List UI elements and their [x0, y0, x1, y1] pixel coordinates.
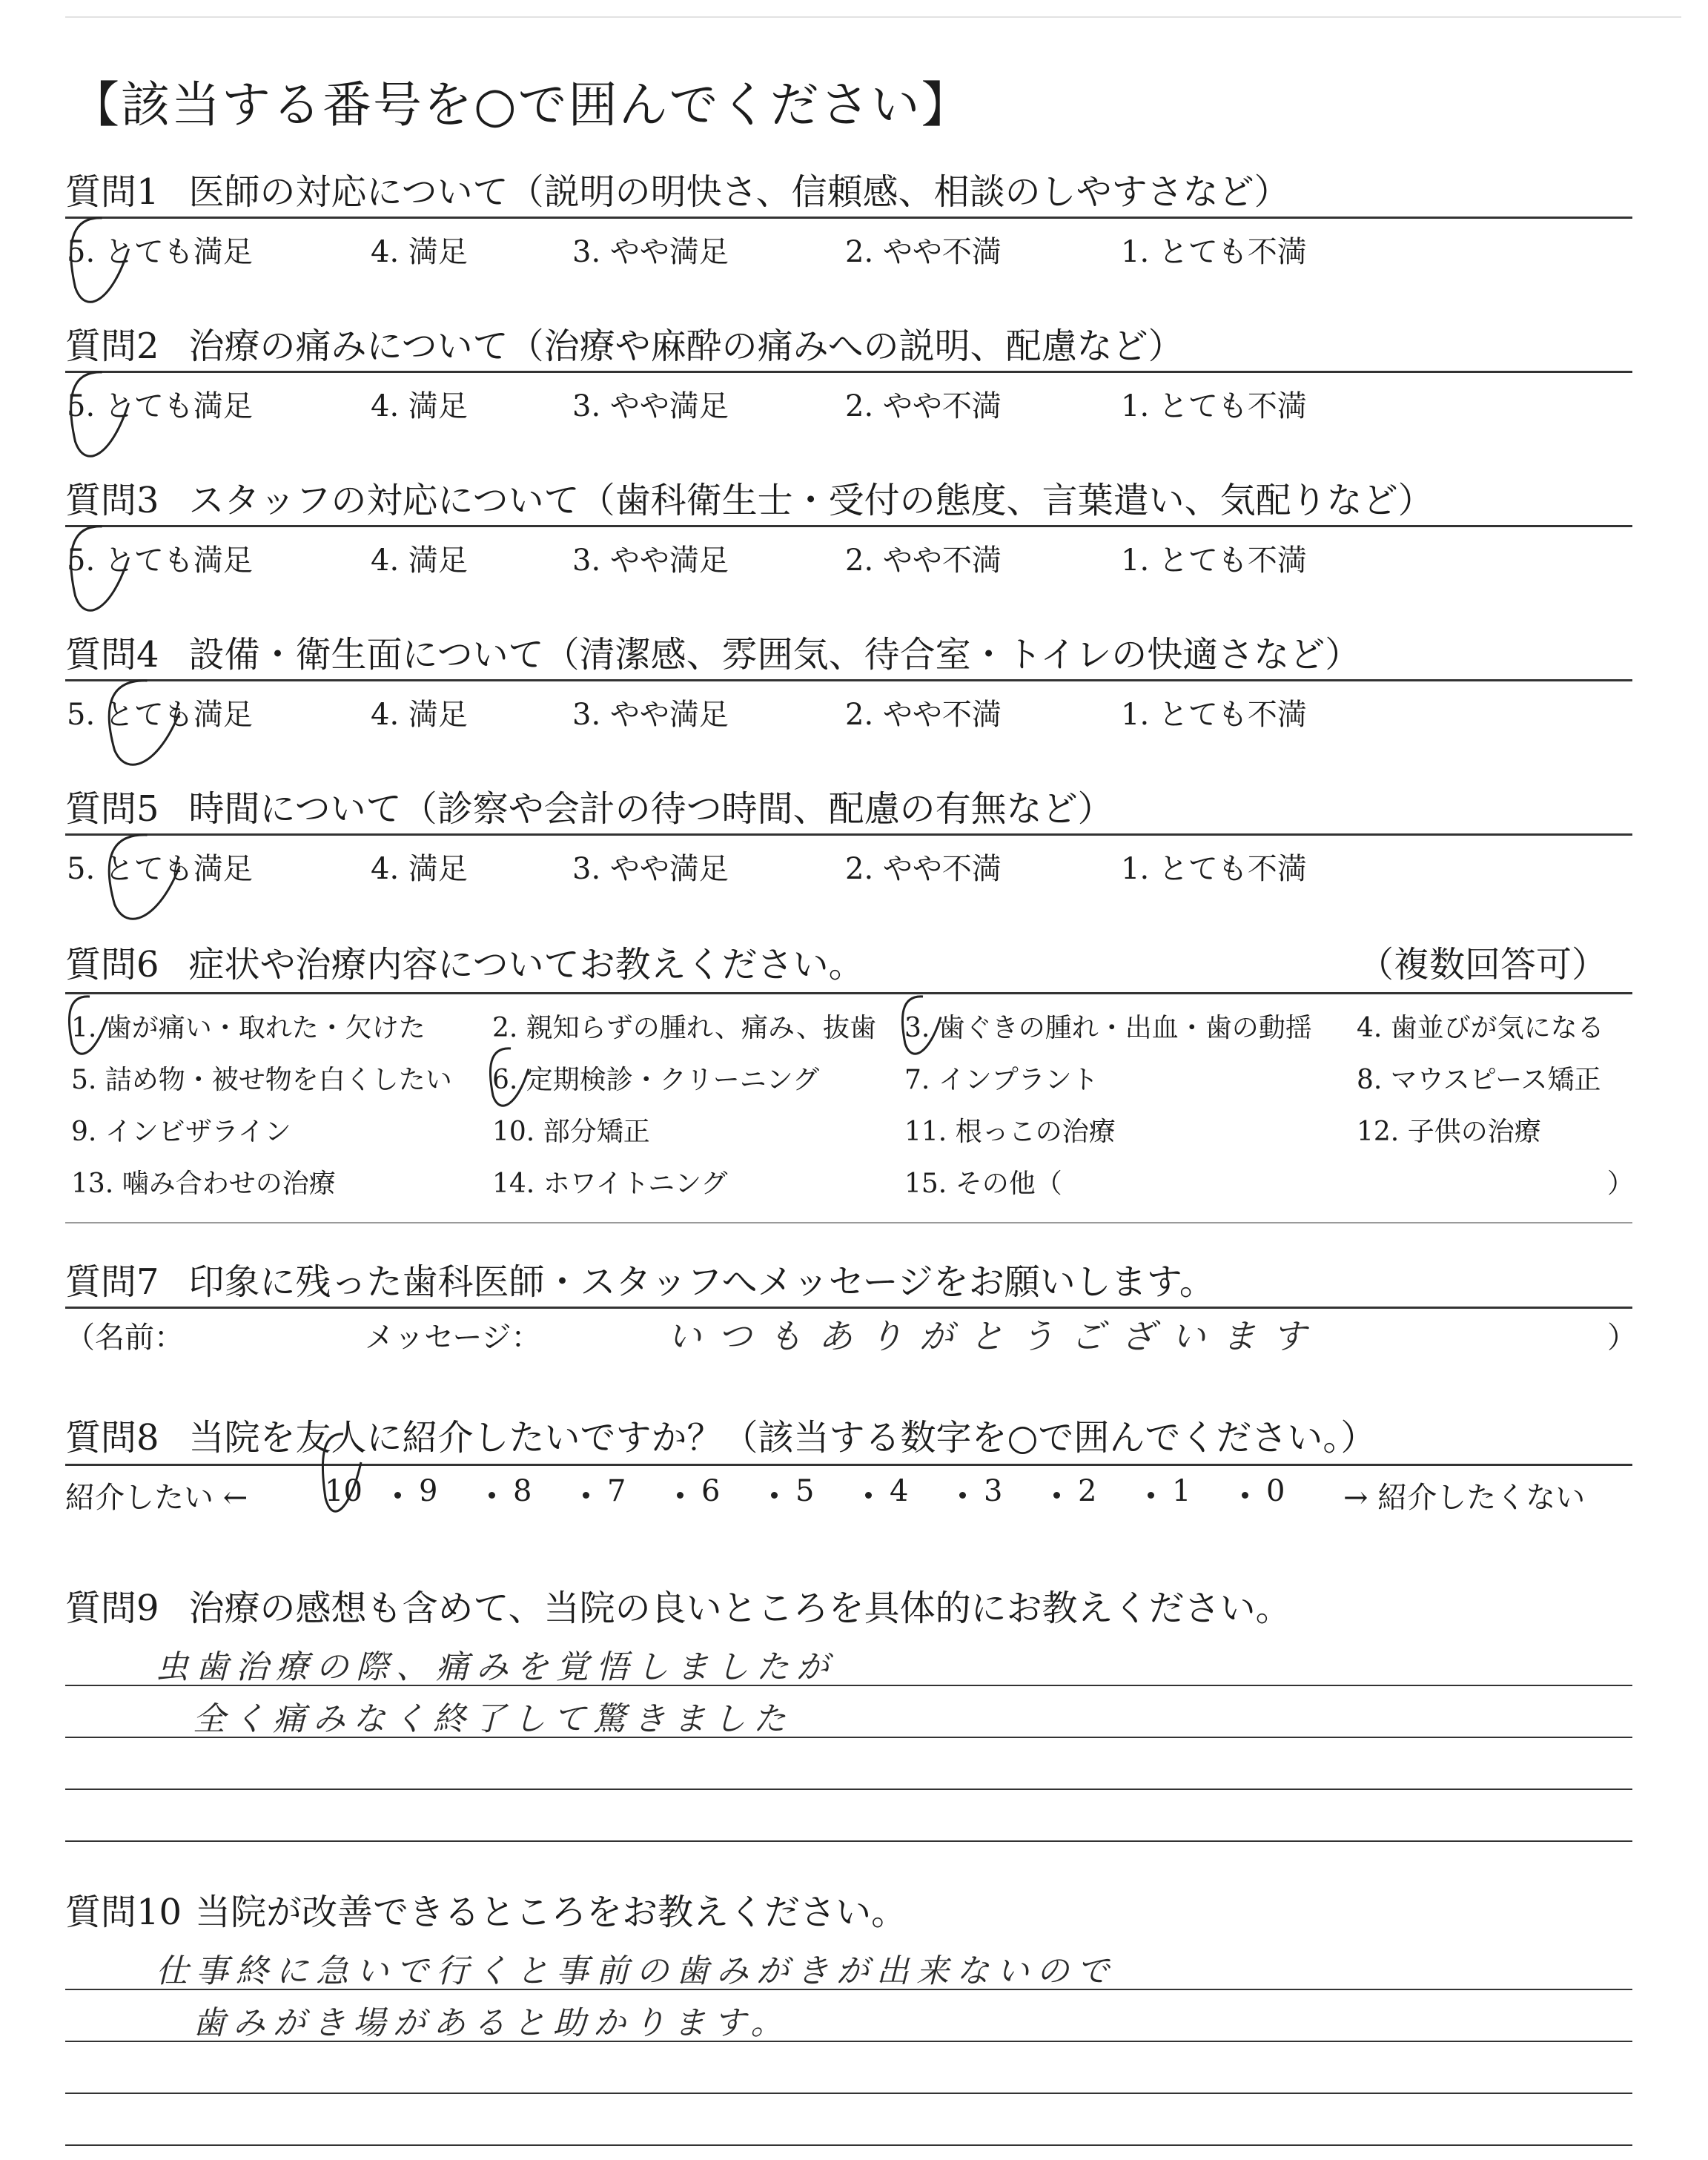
q5-option-5: 5. とても満足	[67, 852, 253, 886]
q10-answer-line-1: 仕事終に急いで行くと事前の歯みがきが出来ないので	[156, 1952, 1116, 1990]
q8-label: 質問8	[65, 1417, 159, 1459]
q10-title	[65, 1883, 907, 1935]
q3-option-5: 5. とても満足	[67, 544, 253, 578]
q5-option-4: 4. 満足	[371, 852, 468, 886]
q4-option-5: 5. とても満足	[67, 698, 253, 732]
q6-option-4: 4. 歯並びが気になる	[1357, 1013, 1604, 1043]
q1-label: 質問1	[65, 171, 159, 213]
q8-dot	[959, 1492, 966, 1499]
q7-message: いつもありがとうございます	[667, 1316, 1323, 1356]
q6-option-9: 9. インビザライン	[71, 1117, 291, 1147]
q6-option-3: 3. 歯ぐきの腫れ・出血・歯の動揺	[904, 1013, 1312, 1043]
q9-answer-rule	[65, 1789, 1632, 1790]
q7-rule	[65, 1307, 1632, 1309]
q8-text: 当院を友人に紹介したいですか？（該当する数字を○で囲んでください。）	[188, 1417, 1377, 1459]
q2-option-1: 1. とても不満	[1121, 389, 1307, 423]
q4-text: 設備・衛生面について（清潔感、雰囲気、待合室・トイレの快適さなど）	[188, 634, 1361, 676]
q6-option-7: 7. インプラント	[904, 1065, 1099, 1095]
q4-selection-mark	[102, 678, 184, 774]
q5-rule	[65, 833, 1632, 836]
q8-value-2: 2	[1078, 1474, 1097, 1508]
q8-value-4: 4	[890, 1474, 909, 1508]
q4-label: 質問4	[65, 634, 159, 676]
q8-dot	[489, 1492, 495, 1499]
q8-dot	[583, 1492, 589, 1499]
q8-value-3: 3	[984, 1474, 1003, 1508]
q4-option-2: 2. やや不満	[845, 698, 1002, 732]
q9-answer-line-1: 虫歯治療の際、痛みを覚悟しましたが	[156, 1648, 836, 1686]
q6-selection-mark-6	[486, 1046, 531, 1112]
q6-option-11: 11. 根っこの治療	[904, 1117, 1116, 1147]
q6-other-close: ）	[1607, 1169, 1635, 1199]
q1-text: 医師の対応について（説明の明快さ、信頼感、相談のしやすさなど）	[188, 171, 1290, 213]
q7-name-label: （名前：	[65, 1321, 184, 1355]
q3-label: 質問3	[65, 480, 159, 521]
q1-option-5: 5. とても満足	[67, 235, 253, 269]
q8-dot	[394, 1492, 401, 1499]
q6-option-15: 15. その他（	[904, 1169, 1062, 1199]
q8-dot	[1053, 1492, 1060, 1499]
q10-text: 当院が改善できるところをお教えください。	[195, 1892, 907, 1933]
q2-title	[65, 317, 1184, 369]
q9-label: 質問9	[65, 1588, 159, 1629]
q8-title	[65, 1409, 1376, 1460]
q10-label: 質問10	[65, 1892, 182, 1933]
q8-right-label: → 紹介したくない	[1343, 1481, 1586, 1515]
q7-title	[65, 1253, 1215, 1304]
q2-text: 治療の痛みについて（治療や麻酔の痛みへの説明、配慮など）	[188, 326, 1184, 367]
q5-title	[65, 780, 1113, 831]
q5-option-3: 3. やや満足	[572, 852, 729, 886]
q3-selection-mark	[65, 524, 132, 620]
q8-dot	[1242, 1492, 1248, 1499]
q1-option-3: 3. やや満足	[572, 235, 729, 269]
q8-value-8: 8	[513, 1474, 532, 1508]
q6-option-8: 8. マウスピース矯正	[1357, 1065, 1601, 1095]
q7-text: 印象に残った歯科医師・スタッフへメッセージをお願いします。	[188, 1261, 1215, 1303]
q8-value-1: 1	[1172, 1474, 1191, 1508]
q6-option-13: 13. 噛み合わせの治療	[71, 1169, 336, 1199]
q10-answer-rule	[65, 2144, 1632, 2146]
q2-label: 質問2	[65, 326, 159, 367]
q8-selection-mark	[319, 1431, 363, 1520]
q8-value-7: 7	[607, 1474, 626, 1508]
top-border	[65, 16, 1681, 18]
q2-rule	[65, 371, 1632, 373]
q8-value-10: 10	[325, 1474, 363, 1508]
page-header: 【該当する番号を○で囲んでください】	[70, 76, 972, 133]
q8-value-0: 0	[1266, 1474, 1285, 1508]
q3-option-4: 4. 満足	[371, 544, 468, 578]
q8-dot	[771, 1492, 778, 1499]
q5-option-1: 1. とても不満	[1121, 852, 1307, 886]
q8-dot	[677, 1492, 683, 1499]
q6-note: （複数回答可）	[1358, 944, 1608, 985]
q4-option-3: 3. やや満足	[572, 698, 729, 732]
q6-option-10: 10. 部分矯正	[492, 1117, 650, 1147]
q3-option-3: 3. やや満足	[572, 544, 729, 578]
q8-rule	[65, 1464, 1632, 1466]
q9-answer-line-2: 全く痛みなく終了して驚きました	[193, 1700, 793, 1738]
q6-option-1: 1. 歯が痛い・取れた・欠けた	[71, 1013, 426, 1043]
q10-answer-line-2: 歯みがき場があると助かります。	[193, 2004, 791, 2042]
q10-answer-rule	[65, 2093, 1632, 2094]
q8-value-9: 9	[419, 1474, 438, 1508]
q3-option-1: 1. とても不満	[1121, 544, 1307, 578]
q1-option-2: 2. やや不満	[845, 235, 1002, 269]
q1-option-4: 4. 満足	[371, 235, 468, 269]
q1-title	[65, 163, 1290, 214]
q6-text: 症状や治療内容についてお教えください。	[188, 944, 864, 985]
q1-rule	[65, 217, 1632, 219]
q8-dot	[865, 1492, 872, 1499]
q1-option-1: 1. とても不満	[1121, 235, 1307, 269]
q6-selection-mark-3	[898, 994, 943, 1060]
q5-selection-mark	[102, 832, 184, 928]
q2-option-2: 2. やや不満	[845, 389, 1002, 423]
q4-option-1: 1. とても不満	[1121, 698, 1307, 732]
q6-bottom-rule	[65, 1222, 1632, 1223]
q4-rule	[65, 679, 1632, 681]
q4-option-4: 4. 満足	[371, 698, 468, 732]
q7-message-label: メッセージ：	[365, 1321, 541, 1355]
q5-text: 時間について（診察や会計の待つ時間、配慮の有無など）	[188, 788, 1113, 830]
q4-title	[65, 626, 1360, 677]
q6-option-5: 5. 詰め物・被せ物を白くしたい	[71, 1065, 452, 1095]
q5-option-2: 2. やや不満	[845, 852, 1002, 886]
q2-option-5: 5. とても満足	[67, 389, 253, 423]
q8-dot	[1148, 1492, 1154, 1499]
q3-rule	[65, 525, 1632, 527]
q1-selection-mark	[65, 215, 132, 311]
q6-option-2: 2. 親知らずの腫れ、痛み、抜歯	[492, 1013, 877, 1043]
q3-title	[65, 472, 1434, 523]
q8-value-6: 6	[701, 1474, 721, 1508]
q6-option-12: 12. 子供の治療	[1357, 1117, 1541, 1147]
q9-text: 治療の感想も含めて、当院の良いところを具体的にお教えください。	[188, 1588, 1291, 1629]
q2-option-4: 4. 満足	[371, 389, 468, 423]
q8-value-5: 5	[795, 1474, 815, 1508]
q6-rule	[65, 992, 1632, 994]
q6-option-6: 6. 定期検診・クリーニング	[492, 1065, 820, 1095]
q6-selection-mark-1	[65, 994, 110, 1060]
q3-option-2: 2. やや不満	[845, 544, 1002, 578]
q7-close: ）	[1607, 1321, 1637, 1355]
q3-text: スタッフの対応について（歯科衛生士・受付の態度、言葉遣い、気配りなど）	[188, 480, 1434, 521]
q7-label: 質問7	[65, 1261, 159, 1303]
q2-selection-mark	[65, 369, 132, 466]
q2-option-3: 3. やや満足	[572, 389, 729, 423]
q9-title	[65, 1579, 1291, 1631]
q6-option-14: 14. ホワイトニング	[492, 1169, 728, 1199]
q8-left-label: 紹介したい ←	[65, 1481, 248, 1515]
q6-label: 質問6	[65, 944, 159, 985]
q9-answer-rule	[65, 1840, 1632, 1842]
q6-title	[65, 936, 864, 987]
q5-label: 質問5	[65, 788, 159, 830]
